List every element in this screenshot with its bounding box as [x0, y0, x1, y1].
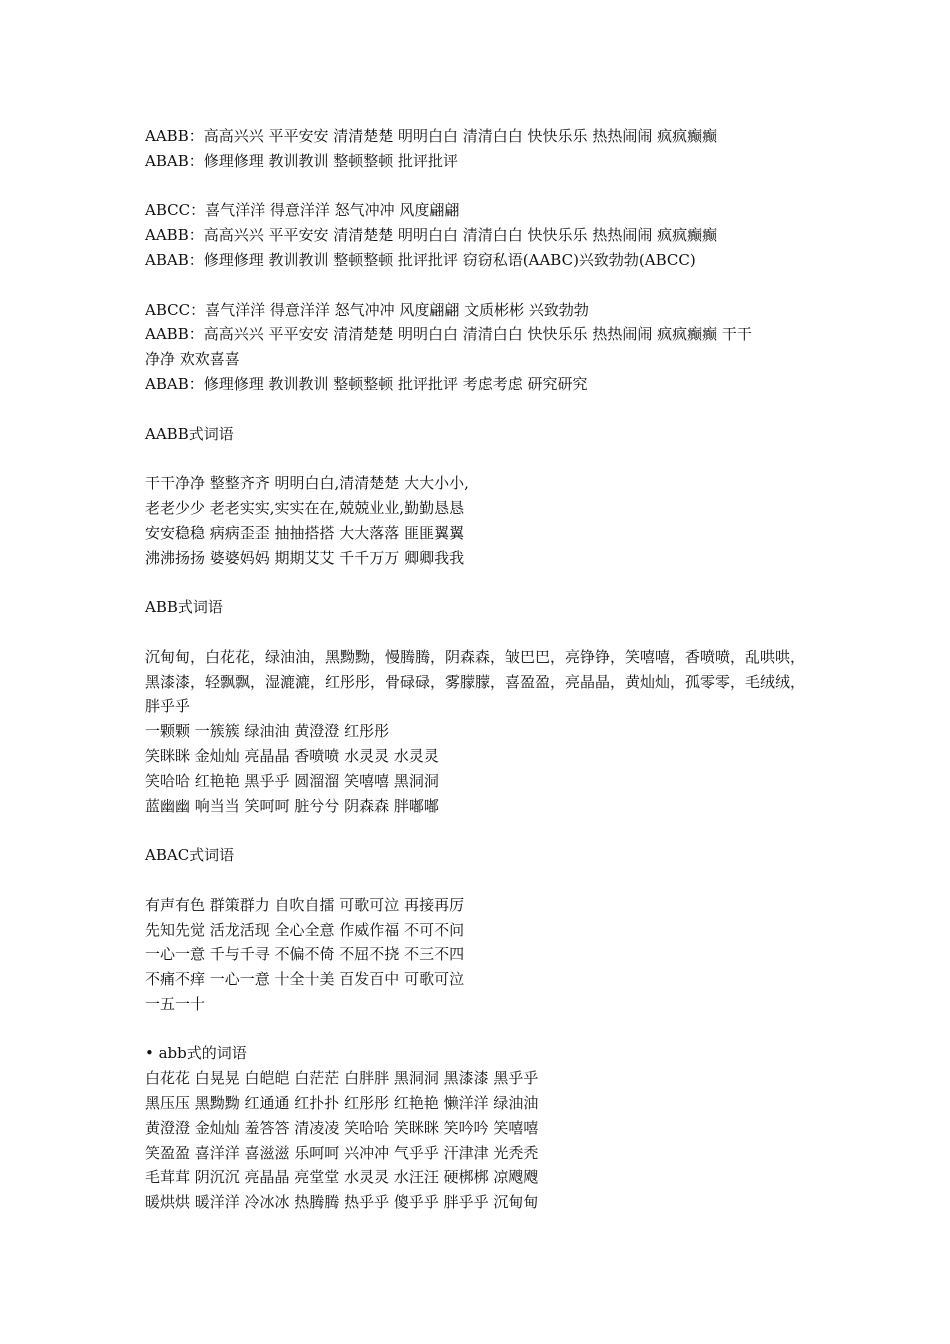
- paragraph-line: 沉甸甸，白花花，绿油油，黑黝黝，慢腾腾，阴森森，皱巴巴，亮铮铮，笑嘻嘻，香喷喷，乱哄哄，: [145, 647, 806, 666]
- blank-line: [145, 174, 810, 199]
- blank-line: [145, 570, 810, 595]
- word-line: 安安稳稳 病病歪歪 抽抽搭搭 大大落落 匪匪翼翼: [145, 523, 465, 542]
- word-line: 一颗颗 一簇簇 绿油油 黄澄澄 红彤彤: [145, 722, 390, 741]
- word-line: 黑压压 黑黝黝 红通通 红扑扑 红彤彤 红艳艳 懒洋洋 绿油油: [145, 1094, 539, 1113]
- abcc-line: ABCC：喜气洋洋 得意洋洋 怒气冲冲 风度翩翩: [145, 201, 460, 220]
- abab-line: ABAB：修理修理 教训教训 整顿整顿 批评批评 窃窃私语(AABC)兴致勃勃(ABCC): [145, 250, 696, 269]
- paragraph-line: 胖乎乎: [145, 697, 191, 716]
- word-line: 笑哈哈 红艳艳 黑乎乎 圆溜溜 笑嘻嘻 黑洞洞: [145, 771, 439, 790]
- word-line: 黄澄澄 金灿灿 羞答答 清凌凌 笑哈哈 笑眯眯 笑吟吟 笑嘻嘻: [145, 1118, 539, 1137]
- word-line: 笑眯眯 金灿灿 亮晶晶 香喷喷 水灵灵 水灵灵: [145, 746, 439, 765]
- blank-line: [145, 818, 810, 843]
- document-body: [145, 124, 810, 1215]
- aabb-line: AABB：高高兴兴 平平安安 清清楚楚 明明白白 清清白白 快快乐乐 热热闹闹 疯疯癫癫 干干: [145, 325, 752, 344]
- abcc-line: ABCC：喜气洋洋 得意洋洋 怒气冲冲 风度翩翩 文质彬彬 兴致勃勃: [145, 300, 589, 319]
- word-line: 暖烘烘 暖洋洋 冷冰冰 热腾腾 热乎乎 傻乎乎 胖乎乎 沉甸甸: [145, 1193, 539, 1212]
- word-line: 老老少少 老老实实,实实在在,兢兢业业,勤勤恳恳: [145, 498, 465, 517]
- word-line: 不痛不痒 一心一意 十全十美 百发百中 可歌可泣: [145, 970, 465, 989]
- blank-line: [145, 1017, 810, 1042]
- word-line: 先知先觉 活龙活现 全心全意 作威作福 不可不问: [145, 920, 465, 939]
- abab-line: ABAB：修理修理 教训教训 整顿整顿 批评批评 考虑考虑 研究研究: [145, 374, 588, 393]
- word-line: 干干净净 整整齐齐 明明白白,清清楚楚 大大小小,: [145, 474, 469, 493]
- blank-line: [145, 397, 810, 422]
- word-line: 有声有色 群策群力 自吹自擂 可歌可泣 再接再厉: [145, 895, 465, 914]
- blank-line: [145, 273, 810, 298]
- blank-line: [145, 620, 810, 645]
- aabb-line: AABB：高高兴兴 平平安安 清清楚楚 明明白白 清清白白 快快乐乐 热热闹闹 疯疯癫癫: [145, 127, 718, 145]
- paragraph-line: 黑漆漆，轻飘飘，湿漉漉，红彤彤，骨碌碌，雾朦朦，喜盈盈，亮晶晶，黄灿灿，孤零零，毛绒绒，: [145, 672, 806, 691]
- blank-line: [145, 868, 810, 893]
- section-heading-abb: ABB式词语: [145, 598, 223, 617]
- word-line: 蓝幽幽 响当当 笑呵呵 脏兮兮 阴森森 胖嘟嘟: [145, 796, 439, 815]
- word-line: 一五一十: [145, 994, 206, 1013]
- word-line: 毛茸茸 阴沉沉 亮晶晶 亮堂堂 水灵灵 水汪汪 硬梆梆 凉飕飕: [145, 1168, 539, 1187]
- section-heading-abac: ABAC式词语: [145, 846, 235, 865]
- section-heading-aabb: AABB式词语: [145, 424, 234, 443]
- word-line: 笑盈盈 喜洋洋 喜滋滋 乐呵呵 兴冲冲 气乎乎 汗津津 光秃秃: [145, 1143, 539, 1162]
- word-line: 沸沸扬扬 婆婆妈妈 期期艾艾 千千万万 卿卿我我: [145, 548, 465, 567]
- aabb-line-continued: 净净 欢欢喜喜: [145, 350, 240, 369]
- word-line: 白花花 白晃晃 白皑皑 白茫茫 白胖胖 黑洞洞 黑漆漆 黑乎乎: [145, 1069, 539, 1088]
- abab-line: ABAB：修理修理 教训教训 整顿整顿 批评批评: [145, 151, 459, 170]
- blank-line: [145, 446, 810, 471]
- aabb-line: AABB：高高兴兴 平平安安 清清楚楚 明明白白 清清白白 快快乐乐 热热闹闹 疯疯癫癫: [145, 226, 718, 245]
- word-line: 一心一意 千与千寻 不偏不倚 不屈不挠 不三不四: [145, 945, 465, 964]
- section-heading-abb-list: • abb式的词语: [145, 1044, 247, 1063]
